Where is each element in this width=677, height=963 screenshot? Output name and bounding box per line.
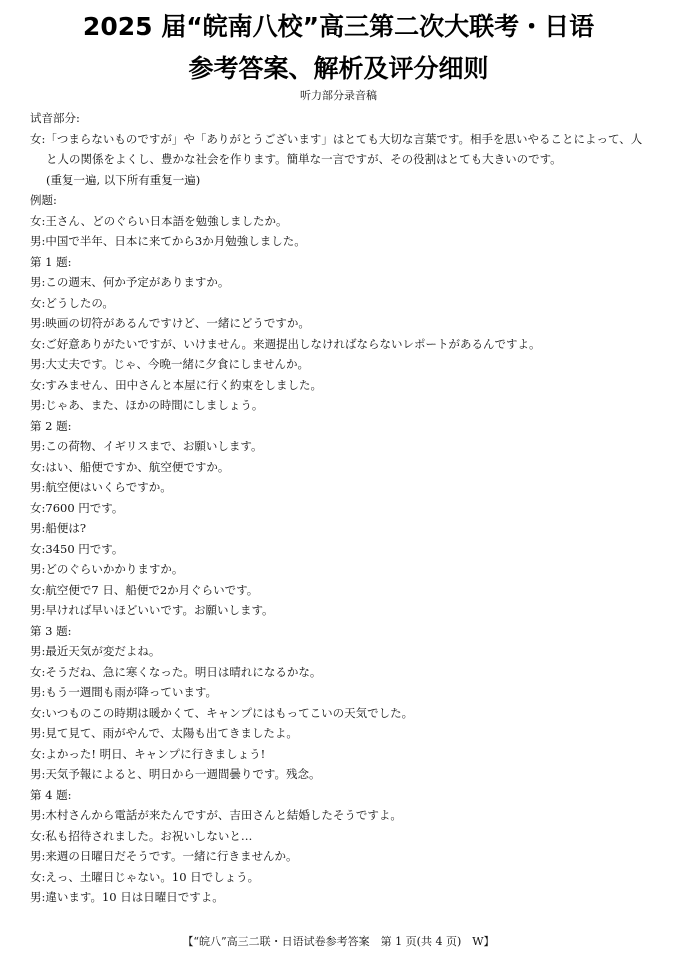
dialogue-line: 男:木村さんから電話が来たんですが、吉田さんと結婚したそうですよ。 [30,808,402,822]
dialogue-line: 男:もう一週間も雨が降っています。 [30,685,217,699]
dialogue-line: 女:7600 円です。 [30,500,124,515]
dialogue-line: 女:よかった! 明日、キャンプに行きましょう! [30,746,266,761]
transcript-body [30,108,652,908]
dialogue-line: 男:航空便はいくらですか。 [30,480,172,494]
section-caption: 听力部分录音稿 [300,89,377,102]
document-title: 2025 届“皖南八校”高三第二次大联考・日语 [82,12,595,41]
dialogue-line: 男:最近天気が変だよね。 [30,644,161,658]
question-heading: 第 3 题: [30,623,72,638]
dialogue-line: 女:王さん、どのぐらい日本語を勉強しましたか。 [30,213,288,228]
repeat-note: (重复一遍, 以下所有重复一遍) [46,172,201,187]
dialogue-line: 男:見て見て、雨がやんで、太陽も出てきましたよ。 [30,726,298,740]
example-heading: 例题: [30,193,57,207]
dialogue-line: 女:どうしたの。 [30,295,114,310]
dialogue-line: 男:じゃあ、また、ほかの時間にしましょう。 [30,398,264,412]
question-heading: 第 2 题: [30,418,72,433]
dialogue-line: 女:はい、船便ですか、航空便ですか。 [30,459,230,474]
dialogue-line: 男:映画の切符があるんですけど、一緒にどうですか。 [30,316,310,330]
dialogue-line: 女:ご好意ありがたいですが、いけません。来週提出しなければならないレポートがあるんですよ。 [30,336,541,351]
dialogue-line: 女:3450 円です。 [30,541,124,556]
dialogue-line: 男:どのぐらいかかりますか。 [30,562,184,576]
dialogue-line: 男:船便は? [30,521,87,535]
document-subtitle: 参考答案、解析及评分细则 [188,54,489,83]
dialogue-line: 男:この週末、何か予定がありますか。 [30,275,230,289]
dialogue-line: 女:えっ、土曜日じゃない。10 日でしょう。 [30,869,260,884]
dialogue-line: 女:いつものこの時期は暖かくて、キャンプにはもってこいの天気でした。 [30,705,414,720]
intro-speaker: 女: [30,131,46,146]
dialogue-line: 女:航空便で7 日、船便で2か月ぐらいです。 [30,582,259,597]
dialogue-line: 女:そうだね、急に寒くなった。明日は晴れになるかな。 [30,664,322,679]
dialogue-line: 女:すみません、田中さんと本屋に行く約束をしました。 [30,377,323,392]
intro-paragraph [30,129,652,170]
question-heading: 第 4 题: [30,787,72,802]
section-label: 试音部分: [30,111,80,125]
intro-text: 「つまらないものですが」や「ありがとうございます」はとても大切な言葉です。相手を思いやることによって、人と人の関係をよくし、豊かな社会を作ります。簡単な一言ですが、その役割はとても大きいのです。 [45,131,643,166]
dialogue-line: 男:違います。10 日は日曜日ですよ。 [30,890,224,904]
dialogue-line: 男:来週の日曜日だそうです。一緒に行きませんか。 [30,849,298,863]
dialogue-line: 男:天気予報によると、明日から一週間曇りです。残念。 [30,767,321,781]
dialogue-line: 男:早ければ早いほどいいです。お願いします。 [30,603,274,617]
dialogue-line: 女:私も招待されました。お祝いしないと… [30,828,253,843]
dialogue-line: 男:大丈夫です。じゃ、今晩一緒に夕食にしませんか。 [30,357,309,371]
question-heading: 第 1 题: [30,254,72,269]
dialogue-line: 男:この荷物、イギリスまで、お願いします。 [30,439,263,453]
page-footer: 【“皖八”高三二联・日语试卷参考答案 第 1 页(共 4 页) W】 [182,935,495,948]
dialogue-line: 男:中国で半年、日本に来てから3か月勉強しました。 [30,234,306,248]
